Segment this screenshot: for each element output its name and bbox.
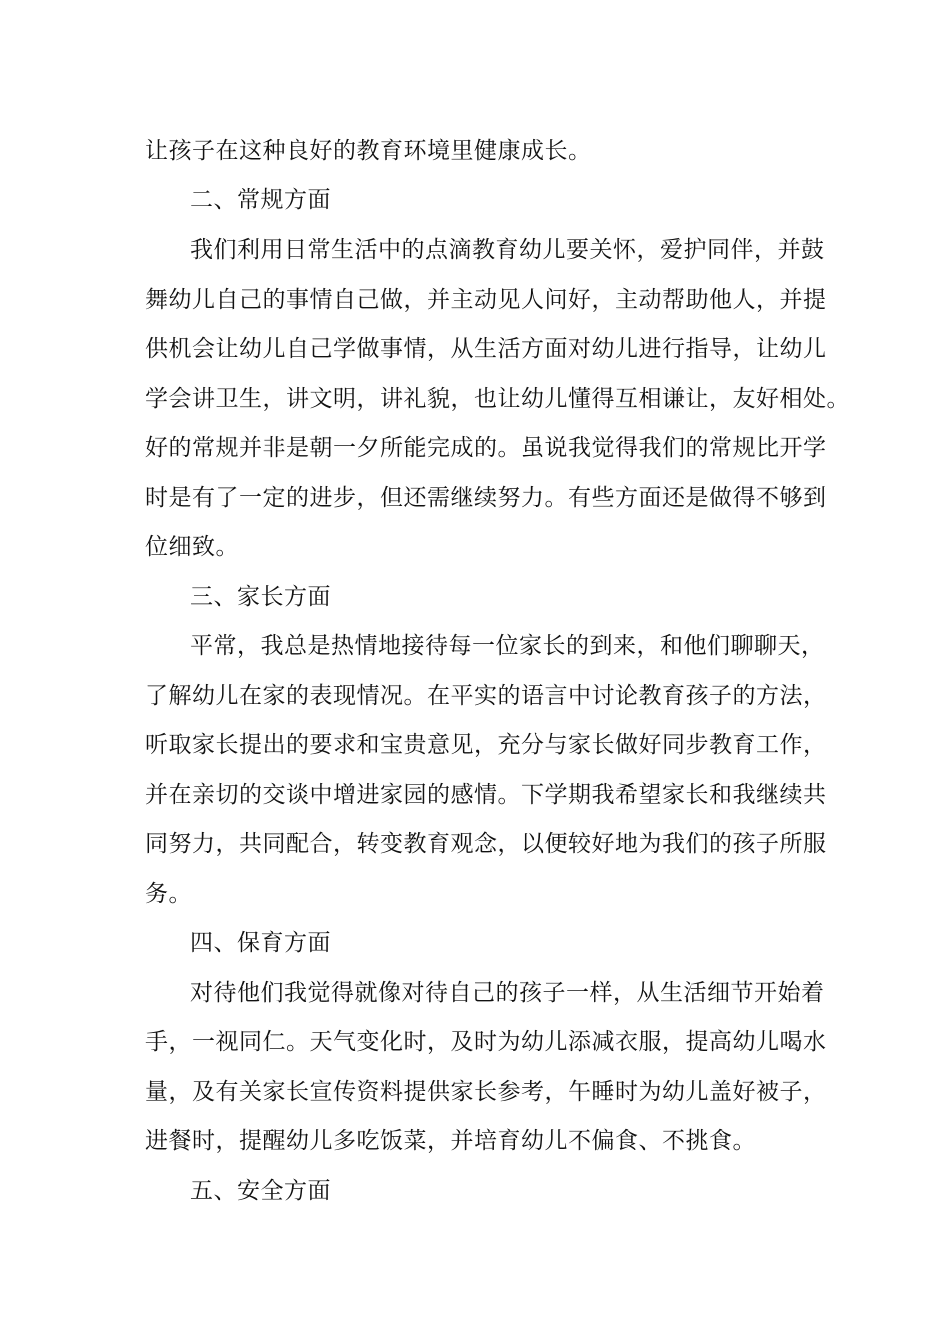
section-heading-care: 四、保育方面 bbox=[190, 930, 331, 956]
paragraph-line: 舞幼儿自己的事情自己做，并主动见人问好，主动帮助他人，并提 bbox=[145, 287, 827, 313]
paragraph-line: 对待他们我觉得就像对待自己的孩子一样，从生活细节开始着 bbox=[190, 980, 825, 1006]
paragraph-line: 务。 bbox=[145, 881, 192, 907]
paragraph-line: 平常，我总是热情地接待每一位家长的到来，和他们聊聊天， bbox=[190, 633, 825, 659]
paragraph-line: 我们利用日常生活中的点滴教育幼儿要关怀，爱护同伴，并鼓 bbox=[190, 237, 825, 263]
paragraph-line: 了解幼儿在家的表现情况。在平实的语言中讨论教育孩子的方法， bbox=[145, 683, 827, 709]
paragraph-line: 学会讲卫生，讲文明，讲礼貌，也让幼儿懂得互相谦让，友好相处。 bbox=[145, 386, 850, 412]
paragraph-line: 进餐时，提醒幼儿多吃饭菜，并培育幼儿不偏食、不挑食。 bbox=[145, 1128, 756, 1154]
paragraph-line: 并在亲切的交谈中增进家园的感情。下学期我希望家长和我继续共 bbox=[145, 782, 827, 808]
paragraph-line: 听取家长提出的要求和宝贵意见，充分与家长做好同步教育工作， bbox=[145, 732, 827, 758]
section-heading-safety: 五、安全方面 bbox=[190, 1178, 331, 1204]
paragraph-line: 让孩子在这种良好的教育环境里健康成长。 bbox=[145, 138, 592, 164]
paragraph-line: 好的常规并非是朝一夕所能完成的。虽说我觉得我们的常规比开学 bbox=[145, 435, 827, 461]
section-heading-routine: 二、常规方面 bbox=[190, 187, 331, 213]
paragraph-line: 同努力，共同配合，转变教育观念，以便较好地为我们的孩子所服 bbox=[145, 831, 827, 857]
paragraph-line: 时是有了一定的进步，但还需继续努力。有些方面还是做得不够到 bbox=[145, 485, 827, 511]
paragraph-line: 位细致。 bbox=[145, 534, 239, 560]
paragraph-line: 量，及有关家长宣传资料提供家长参考，午睡时为幼儿盖好被子， bbox=[145, 1079, 827, 1105]
paragraph-line: 供机会让幼儿自己学做事情，从生活方面对幼儿进行指导，让幼儿 bbox=[145, 336, 827, 362]
paragraph-line: 手，一视同仁。天气变化时，及时为幼儿添减衣服，提高幼儿喝水 bbox=[145, 1029, 827, 1055]
section-heading-parents: 三、家长方面 bbox=[190, 584, 331, 610]
